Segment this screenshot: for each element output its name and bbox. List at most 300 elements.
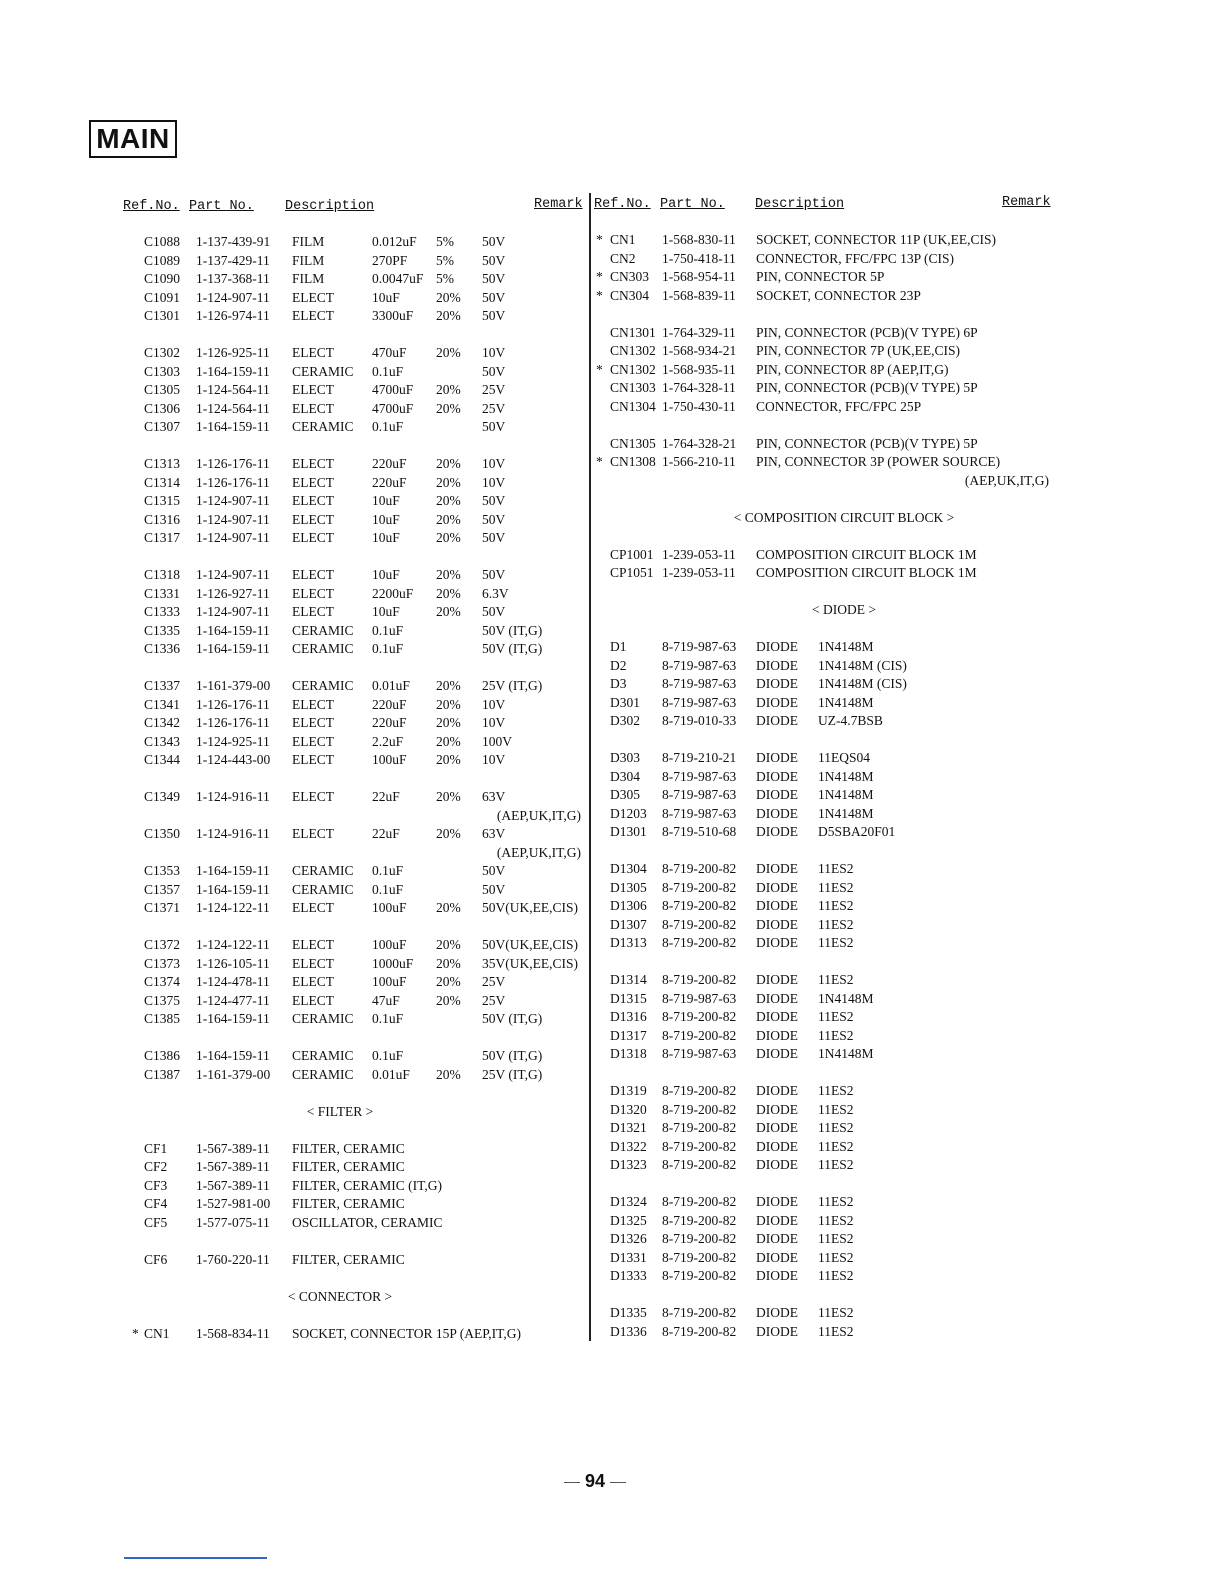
part-no: 8-719-200-82 [662, 1231, 737, 1246]
value: 0.1uF [372, 363, 404, 379]
description: ELECT [292, 974, 334, 989]
part-no: 8-719-200-82 [662, 1083, 737, 1098]
voltage-remark: 25V [482, 382, 506, 397]
page-number-text: 94 [584, 1471, 606, 1491]
description: PIN, CONNECTOR (PCB)(V TYPE) 6P [756, 324, 978, 340]
tolerance: 20% [436, 345, 461, 360]
parts-row [120, 289, 585, 308]
tolerance: 5% [436, 271, 454, 286]
section-title: MAIN [89, 120, 177, 158]
value: 22uF [372, 789, 400, 804]
diode-type: 11ES2 [818, 1305, 854, 1320]
description: FILTER, CERAMIC [292, 1140, 405, 1156]
tolerance: 20% [436, 289, 461, 305]
parts-row [120, 936, 585, 955]
ref-no: D1331 [610, 1249, 647, 1265]
dash-right [610, 1482, 626, 1483]
voltage-remark: 25V [482, 400, 506, 416]
tolerance: 20% [436, 567, 461, 582]
ref-no: D1322 [610, 1138, 647, 1154]
parts-row [594, 379, 1054, 398]
part-no: 1-124-907-11 [196, 289, 270, 305]
description: SOCKET, CONNECTOR 15P (AEP,IT,G) [292, 1325, 522, 1341]
ref-no: CP1001 [610, 546, 654, 562]
diode-type: 11ES2 [818, 1120, 854, 1135]
ref-no: D1314 [610, 972, 647, 987]
ref-no: C1375 [144, 992, 181, 1008]
parts-row [120, 881, 585, 900]
voltage-remark: 50V (IT,G) [482, 1011, 543, 1026]
voltage-remark: 10V [482, 715, 506, 730]
ref-no: D1333 [610, 1268, 647, 1283]
ref-no: C1316 [144, 511, 181, 527]
voltage-remark: 50V(UK,EE,CIS) [482, 937, 578, 952]
description: DIODE [756, 676, 798, 691]
tolerance: 5% [436, 252, 454, 268]
ref-no: D1316 [610, 1009, 647, 1024]
section-heading-row [120, 1103, 585, 1122]
parts-row [594, 638, 1054, 657]
description: CERAMIC [292, 678, 354, 693]
parts-row [594, 675, 1054, 694]
description: ELECT [292, 585, 334, 601]
voltage-remark: 6.3V [482, 585, 509, 601]
parts-row [120, 733, 585, 752]
voltage-remark: 25V (IT,G) [482, 1066, 543, 1082]
parts-row [120, 233, 585, 252]
spacer-row [594, 416, 1054, 435]
parts-row [120, 622, 585, 641]
parts-row [594, 768, 1054, 787]
spacer-row [594, 953, 1054, 972]
voltage-remark: 35V(UK,EE,CIS) [482, 955, 578, 971]
parts-row [120, 492, 585, 511]
part-no: 1-137-368-11 [196, 271, 270, 286]
page-number [555, 1471, 635, 1492]
ref-no: CN1 [144, 1325, 170, 1341]
safety-mark: * [596, 454, 603, 469]
part-no: 1-126-176-11 [196, 696, 270, 712]
part-no: 8-719-200-82 [662, 1268, 737, 1283]
description: CERAMIC [292, 419, 354, 434]
part-no: 1-126-176-11 [196, 474, 270, 490]
section-heading-row [594, 509, 1054, 528]
part-no: 8-719-200-82 [662, 1305, 737, 1320]
ref-no: C1314 [144, 474, 181, 490]
description: ELECT [292, 474, 334, 490]
part-no: 1-124-907-11 [196, 511, 270, 527]
value: 4700uF [372, 400, 414, 416]
description: ELECT [292, 900, 334, 915]
value: 10uF [372, 511, 400, 527]
ref-no: D1304 [610, 861, 647, 876]
parts-row [594, 453, 1054, 472]
value: 0.1uF [372, 863, 404, 878]
value: 47uF [372, 992, 400, 1008]
parts-row [594, 879, 1054, 898]
description: DIODE [756, 694, 798, 710]
value: 0.1uF [372, 1011, 404, 1026]
ref-no: CN1304 [610, 398, 656, 414]
remark-continuation: (AEP,UK,IT,G) [964, 472, 1049, 488]
part-no: 8-719-987-63 [662, 768, 737, 784]
voltage-remark: 50V (IT,G) [482, 1048, 543, 1063]
voltage-remark: 50V [482, 252, 506, 268]
ref-no: C1089 [144, 252, 181, 268]
ref-no: D1326 [610, 1231, 647, 1246]
description: DIODE [756, 1101, 798, 1117]
parts-row [594, 1156, 1054, 1175]
part-no: 8-719-200-82 [662, 1249, 737, 1265]
description: CERAMIC [292, 622, 354, 638]
parts-row [594, 1249, 1054, 1268]
parts-row [594, 805, 1054, 824]
value: 470uF [372, 345, 407, 360]
parts-row [594, 1008, 1054, 1027]
ref-no: D1315 [610, 990, 647, 1006]
part-no: 8-719-200-82 [662, 879, 737, 895]
diode-type: 11ES2 [818, 1138, 854, 1154]
parts-row [594, 916, 1054, 935]
diode-type: 11ES2 [818, 935, 854, 950]
diode-type: 11ES2 [818, 1157, 854, 1172]
description: ELECT [292, 752, 334, 767]
tolerance: 20% [436, 789, 461, 804]
diode-type: 11ES2 [818, 1231, 854, 1246]
tolerance: 20% [436, 733, 461, 749]
parts-row [120, 788, 585, 807]
description: CERAMIC [292, 1011, 354, 1026]
ref-no: D1307 [610, 916, 647, 932]
parts-row [120, 363, 585, 382]
parts-row [594, 860, 1054, 879]
voltage-remark: 50V(UK,EE,CIS) [482, 900, 578, 915]
ref-no: C1091 [144, 289, 181, 305]
part-no: 8-719-510-68 [662, 824, 737, 839]
description: ELECT [292, 992, 334, 1008]
parts-row [594, 823, 1054, 842]
parts-row [594, 435, 1054, 454]
part-no: 1-750-418-11 [662, 250, 736, 266]
parts-row [120, 307, 585, 326]
description: PIN, CONNECTOR 5P [756, 269, 885, 284]
part-no: 8-719-200-82 [662, 1101, 737, 1117]
tolerance: 5% [436, 234, 454, 249]
voltage-remark: 50V [482, 881, 506, 897]
parts-row [594, 268, 1054, 287]
ref-no: CN1308 [610, 454, 656, 469]
parts-row [120, 677, 585, 696]
parts-row [120, 1214, 585, 1233]
parts-row [120, 1325, 585, 1344]
value: 10uF [372, 604, 400, 619]
parts-row [594, 361, 1054, 380]
ref-no: CN2 [610, 250, 636, 266]
description: DIODE [756, 713, 798, 728]
part-no: 8-719-010-33 [662, 713, 737, 728]
parts-row [594, 1267, 1054, 1286]
ref-no: C1318 [144, 567, 181, 582]
safety-mark: * [596, 361, 603, 377]
part-no: 1-577-075-11 [196, 1214, 270, 1230]
description: ELECT [292, 955, 334, 971]
parts-row [120, 603, 585, 622]
spacer-row [594, 842, 1054, 861]
description: ELECT [292, 604, 334, 619]
ref-no: D304 [610, 768, 640, 784]
parts-row [594, 1212, 1054, 1231]
ref-no: D301 [610, 694, 640, 710]
ref-no: CN303 [610, 269, 650, 284]
description: DIODE [756, 805, 798, 821]
parts-row [594, 786, 1054, 805]
diode-type: 11ES2 [818, 1101, 854, 1117]
parts-row [120, 344, 585, 363]
parts-row [120, 270, 585, 289]
parts-row [120, 844, 585, 863]
tolerance: 20% [436, 585, 461, 601]
value: 220uF [372, 474, 407, 490]
parts-row [594, 287, 1054, 306]
value: 1000uF [372, 955, 414, 971]
voltage-remark: 25V (IT,G) [482, 678, 543, 693]
section-heading: < COMPOSITION CIRCUIT BLOCK > [733, 509, 955, 525]
tolerance: 20% [436, 992, 461, 1008]
description: DIODE [756, 1138, 798, 1154]
value: 2.2uF [372, 733, 404, 749]
ref-no: C1344 [144, 752, 181, 767]
diode-type: 11ES2 [818, 1009, 854, 1024]
description: FILM [292, 234, 325, 249]
parts-row [120, 1195, 585, 1214]
parts-row [594, 564, 1054, 583]
description: CERAMIC [292, 863, 354, 878]
spacer-row [594, 1286, 1054, 1305]
ref-no: C1335 [144, 622, 181, 638]
description: ELECT [292, 567, 334, 582]
part-no: 1-124-907-11 [196, 530, 270, 545]
voltage-remark: 50V [482, 234, 506, 249]
ref-no: C1307 [144, 419, 181, 434]
diode-type: 11ES2 [818, 1323, 854, 1339]
ref-no: C1371 [144, 900, 181, 915]
spacer-row [594, 527, 1054, 546]
spacer-row [594, 1064, 1054, 1083]
part-no: 1-164-159-11 [196, 1048, 270, 1063]
part-no: 1-124-478-11 [196, 974, 270, 989]
part-no: 8-719-200-82 [662, 1027, 737, 1043]
tolerance: 20% [436, 900, 461, 915]
safety-mark: * [596, 232, 603, 247]
spacer-row [120, 1084, 585, 1103]
section-heading-row [594, 601, 1054, 620]
description: FILTER, CERAMIC [292, 1251, 405, 1267]
part-no: 8-719-200-82 [662, 861, 737, 876]
parts-row [594, 1230, 1054, 1249]
parts-row [594, 231, 1054, 250]
part-no: 8-719-200-82 [662, 1009, 737, 1024]
tolerance: 20% [436, 493, 461, 508]
spacer-row [120, 437, 585, 456]
diode-type: 1N4148M [818, 805, 874, 821]
ref-no: C1349 [144, 789, 181, 804]
parts-row [120, 474, 585, 493]
description: CERAMIC [292, 363, 354, 379]
description: CERAMIC [292, 1066, 354, 1082]
part-no: 8-719-210-21 [662, 750, 737, 765]
parts-row [594, 1027, 1054, 1046]
description: DIODE [756, 1194, 798, 1209]
header-description-right: Description [755, 197, 845, 212]
ref-no: CN1303 [610, 380, 656, 395]
description: FILTER, CERAMIC [292, 1196, 405, 1211]
parts-row [594, 1101, 1054, 1120]
part-no: 1-137-429-11 [196, 252, 270, 268]
value: 0.1uF [372, 881, 404, 897]
ref-no: CF1 [144, 1140, 168, 1156]
parts-row [594, 694, 1054, 713]
ref-no: C1372 [144, 937, 181, 952]
parts-row [120, 566, 585, 585]
description: DIODE [756, 1046, 798, 1061]
part-no: 8-719-987-63 [662, 1046, 737, 1061]
ref-no: C1331 [144, 585, 181, 601]
value: 0.01uF [372, 1066, 410, 1082]
part-no: 8-719-987-63 [662, 694, 737, 710]
parts-row [120, 400, 585, 419]
ref-no: D303 [610, 750, 640, 765]
parts-row [120, 418, 585, 437]
right-parts-list [594, 231, 1054, 1341]
ref-no: D1319 [610, 1083, 647, 1098]
description: DIODE [756, 1083, 798, 1098]
tolerance: 20% [436, 678, 461, 693]
diode-type: 1N4148M [818, 990, 874, 1006]
voltage-remark: 25V [482, 992, 506, 1008]
diode-type: 1N4148M [818, 787, 874, 802]
tolerance: 20% [436, 382, 461, 397]
ref-no: C1305 [144, 382, 181, 397]
part-no: 8-719-200-82 [662, 1138, 737, 1154]
description: DIODE [756, 1249, 798, 1265]
ref-no: D3 [610, 676, 627, 691]
description: COMPOSITION CIRCUIT BLOCK 1M [756, 546, 977, 562]
description: CONNECTOR, FFC/FPC 13P (CIS) [756, 250, 955, 266]
voltage-remark: 50V [482, 308, 506, 323]
part-no: 8-719-200-82 [662, 916, 737, 932]
spacer-row [120, 770, 585, 789]
parts-row [120, 455, 585, 474]
description: DIODE [756, 898, 798, 913]
description: ELECT [292, 937, 334, 952]
ref-no: C1350 [144, 826, 181, 841]
part-no: 1-568-954-11 [662, 269, 736, 284]
spacer-row [120, 1269, 585, 1288]
diode-type: UZ-4.7BSB [818, 713, 883, 728]
parts-row [120, 1177, 585, 1196]
ref-no: D1320 [610, 1101, 647, 1117]
parts-row [120, 1158, 585, 1177]
ref-no: D1318 [610, 1046, 647, 1061]
spacer-row [594, 583, 1054, 602]
ref-no: CP1051 [610, 565, 654, 580]
part-no: 8-719-987-63 [662, 657, 737, 673]
spacer-row [594, 620, 1054, 639]
tolerance: 20% [436, 474, 461, 490]
dash-left [564, 1482, 580, 1483]
value: 100uF [372, 900, 407, 915]
parts-row [594, 324, 1054, 343]
part-no: 1-161-379-00 [196, 1066, 271, 1082]
ref-no: D1317 [610, 1027, 647, 1043]
description: ELECT [292, 382, 334, 397]
parts-row [120, 807, 585, 826]
diode-type: 11ES2 [818, 1083, 854, 1098]
value: 0.01uF [372, 678, 410, 693]
ref-no: C1385 [144, 1011, 181, 1026]
parts-row [594, 472, 1054, 491]
diode-type: 11ES2 [818, 861, 854, 876]
value: 10uF [372, 530, 400, 545]
part-no: 1-124-907-11 [196, 604, 270, 619]
ref-no: D1321 [610, 1120, 647, 1135]
ref-no: D1203 [610, 805, 647, 821]
parts-row [120, 714, 585, 733]
parts-row [120, 585, 585, 604]
description: DIODE [756, 639, 798, 654]
description: DIODE [756, 861, 798, 876]
parts-row [594, 1193, 1054, 1212]
parts-row [594, 897, 1054, 916]
ref-no: D1336 [610, 1323, 647, 1339]
diode-type: 11ES2 [818, 898, 854, 913]
part-no: 1-124-564-11 [196, 400, 270, 416]
description: FILTER, CERAMIC [292, 1159, 405, 1174]
parts-row [594, 1138, 1054, 1157]
ref-no: D1306 [610, 898, 647, 913]
voltage-remark: 50V [482, 863, 506, 878]
section-heading: < FILTER > [306, 1103, 374, 1119]
part-no: 1-126-176-11 [196, 715, 270, 730]
diode-type: 11EQS04 [818, 750, 871, 765]
description: PIN, CONNECTOR 7P (UK,EE,CIS) [756, 343, 961, 358]
parts-row [120, 1066, 585, 1085]
ref-no: D1335 [610, 1305, 647, 1320]
description: ELECT [292, 696, 334, 712]
ref-no: C1336 [144, 641, 181, 656]
spacer-row [120, 1121, 585, 1140]
ref-no: D1325 [610, 1212, 647, 1228]
part-no: 8-719-987-63 [662, 676, 737, 691]
parts-row [594, 657, 1054, 676]
parts-row [120, 381, 585, 400]
part-no: 1-124-122-11 [196, 937, 270, 952]
voltage-remark: 100V [482, 733, 512, 749]
voltage-remark: 10V [482, 456, 506, 471]
description: CERAMIC [292, 1048, 354, 1063]
ref-no: C1315 [144, 493, 181, 508]
spacer-row [120, 548, 585, 567]
ref-no: C1337 [144, 678, 181, 693]
part-no: 1-126-927-11 [196, 585, 270, 601]
ref-no: D1323 [610, 1157, 647, 1172]
voltage-remark: 50V [482, 604, 506, 619]
ref-no: D1313 [610, 935, 647, 950]
part-no: 1-126-974-11 [196, 308, 270, 323]
value: 0.012uF [372, 234, 417, 249]
value: 22uF [372, 826, 400, 841]
description: DIODE [756, 824, 798, 839]
